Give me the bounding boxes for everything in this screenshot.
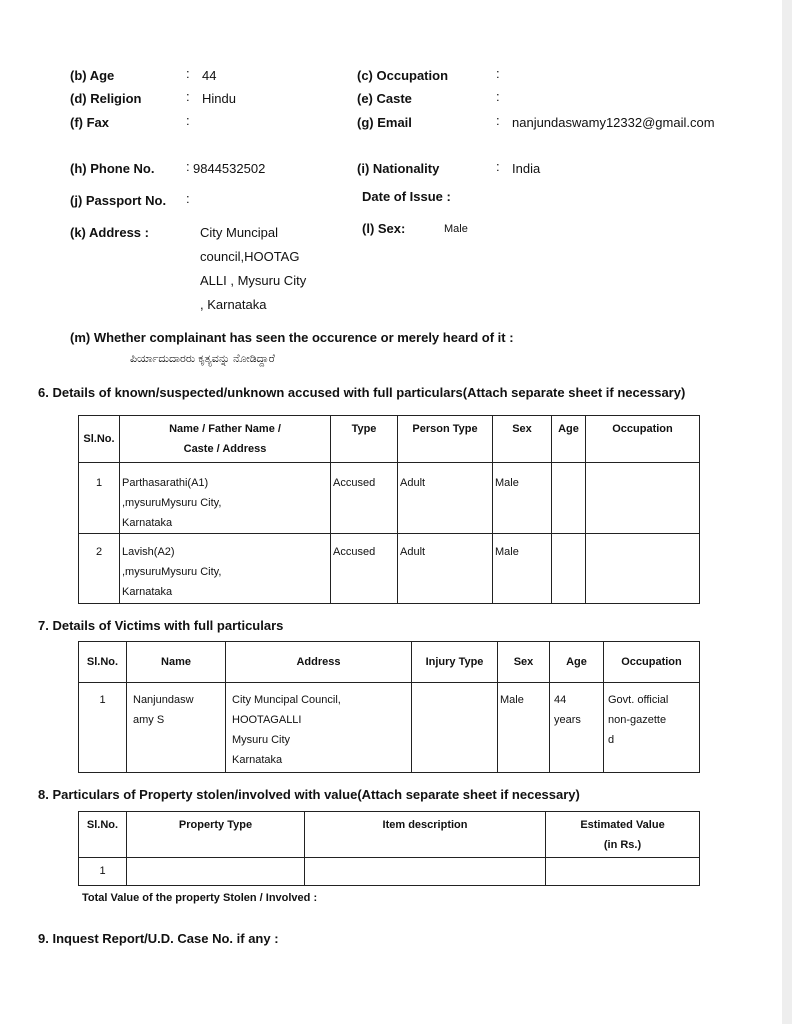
- col-header: Occupation: [604, 642, 700, 683]
- col-header: [120, 416, 331, 463]
- cell-name: [120, 534, 331, 604]
- cell-line: City Muncipal Council,: [232, 694, 341, 706]
- col-header: Sl.No.: [79, 642, 127, 683]
- colon: :: [496, 113, 500, 128]
- address-line: council,HOOTAG: [200, 249, 300, 264]
- colon: :: [186, 191, 190, 206]
- colon: :: [186, 89, 190, 104]
- cell-age: [550, 683, 604, 773]
- col-header: Sex: [493, 416, 552, 463]
- cell-line: years: [554, 714, 581, 726]
- victims-heading: 7. Details of Victims with full particulars: [38, 618, 284, 633]
- religion-value: Hindu: [202, 91, 236, 106]
- cell-sl: 1: [79, 858, 127, 886]
- col-header: Occupation: [586, 416, 700, 463]
- col-header: Address: [226, 642, 412, 683]
- cell-line: ,mysuruMysuru City,: [122, 497, 222, 509]
- witness-value: ಪಿರ್ಯಾದುದಾರರು ಕೃತ್ಯವನ್ನು ನೋಡಿದ್ದಾರೆ: [130, 353, 275, 365]
- property-heading: 8. Particulars of Property stolen/involved with value(Attach separate sheet if necessary): [38, 787, 580, 802]
- address-label: (k) Address :: [70, 225, 149, 240]
- cell-line: ,mysuruMysuru City,: [122, 566, 222, 578]
- cell-line: Nanjundasw: [133, 694, 194, 706]
- caste-label: (e) Caste: [357, 91, 412, 106]
- col-header: Person Type: [398, 416, 493, 463]
- cell-age: [552, 463, 586, 534]
- table-header-row: [79, 812, 700, 858]
- cell-sl: 2: [79, 534, 120, 604]
- colon: :: [186, 113, 190, 128]
- col-header: Age: [552, 416, 586, 463]
- col-header: Age: [550, 642, 604, 683]
- passport-label: (j) Passport No.: [70, 193, 167, 208]
- address-line: ALLI , Mysuru City: [200, 273, 307, 288]
- colon: :: [496, 89, 500, 104]
- cell-type: Accused: [331, 534, 398, 604]
- col-header: Injury Type: [412, 642, 498, 683]
- cell-line: non-gazette: [608, 714, 667, 726]
- victims-table: [78, 641, 700, 773]
- cell-person-type: Adult: [398, 534, 493, 604]
- colon: :: [496, 159, 500, 174]
- cell-line: amy S: [133, 714, 165, 726]
- sex-value: Male: [444, 223, 468, 235]
- cell-sex: Male: [498, 683, 550, 773]
- col-header: Name: [127, 642, 226, 683]
- cell-description: [305, 858, 546, 886]
- table-header-row: [79, 416, 700, 463]
- date-of-issue-label: Date of Issue :: [362, 189, 451, 204]
- phone-label: (h) Phone No.: [70, 161, 155, 176]
- cell-name: [120, 463, 331, 534]
- cell-line: Govt. official: [608, 694, 669, 706]
- sex-label: (l) Sex:: [362, 221, 406, 236]
- address-line: , Karnataka: [200, 297, 267, 312]
- cell-address: [226, 683, 412, 773]
- cell-property-type: [127, 858, 305, 886]
- cell-line: 44: [554, 694, 567, 706]
- table-header-row: [79, 642, 700, 683]
- email-value: nanjundaswamy12332@gmail.com: [512, 115, 715, 130]
- col-header: Property Type: [127, 812, 305, 858]
- accused-table: [78, 415, 700, 604]
- cell-line: Mysuru City: [232, 734, 291, 746]
- religion-label: (d) Religion: [70, 91, 142, 106]
- cell-sl: 1: [79, 463, 120, 534]
- cell-line: Parthasarathi(A1): [122, 477, 209, 489]
- accused-heading: 6. Details of known/suspected/unknown accused with full particulars(Attach separate sheet if necessary): [38, 385, 686, 400]
- cell-injury: [412, 683, 498, 773]
- cell-type: Accused: [331, 463, 398, 534]
- col-header-line: Caste / Address: [183, 443, 267, 455]
- phone-value: 9844532502: [193, 161, 266, 176]
- cell-line: d: [608, 734, 615, 746]
- cell-line: Karnataka: [122, 586, 173, 598]
- email-label: (g) Email: [357, 115, 412, 130]
- age-value: 44: [202, 68, 217, 83]
- col-header: Sl.No.: [79, 416, 120, 463]
- occupation-label: (c) Occupation: [357, 68, 449, 83]
- col-header-line: Estimated Value: [580, 819, 665, 831]
- cell-line: Karnataka: [232, 754, 283, 766]
- table-row: [79, 683, 700, 773]
- col-header: [546, 812, 700, 858]
- table-row: [79, 534, 700, 604]
- cell-sex: Male: [493, 463, 552, 534]
- address-line: City Muncipal: [200, 225, 279, 240]
- nationality-value: India: [512, 161, 541, 176]
- col-header: Sex: [498, 642, 550, 683]
- property-table: [78, 811, 700, 886]
- cell-occupation: [586, 534, 700, 604]
- page-edge: [782, 0, 792, 1024]
- col-header: Item description: [305, 812, 546, 858]
- cell-line: Lavish(A2): [122, 546, 175, 558]
- cell-person-type: Adult: [398, 463, 493, 534]
- age-label: (b) Age: [70, 68, 115, 83]
- cell-value: [546, 858, 700, 886]
- colon: :: [496, 66, 500, 81]
- cell-occupation: [604, 683, 700, 773]
- col-header: Type: [331, 416, 398, 463]
- cell-sex: Male: [493, 534, 552, 604]
- cell-name: [127, 683, 226, 773]
- cell-age: [552, 534, 586, 604]
- colon: :: [186, 159, 190, 174]
- inquest-heading: 9. Inquest Report/U.D. Case No. if any :: [38, 931, 279, 946]
- col-header-line: (in Rs.): [603, 839, 642, 851]
- cell-occupation: [586, 463, 700, 534]
- cell-sl: 1: [79, 683, 127, 773]
- nationality-label: (i) Nationality: [357, 161, 440, 176]
- table-row: [79, 858, 700, 886]
- property-total-label: Total Value of the property Stolen / Involved :: [82, 892, 318, 904]
- col-header: Sl.No.: [79, 812, 127, 858]
- fax-label: (f) Fax: [70, 115, 109, 130]
- cell-line: Karnataka: [122, 517, 173, 529]
- witness-label: (m) Whether complainant has seen the occurence or merely heard of it :: [70, 330, 514, 345]
- col-header-line: Name / Father Name /: [169, 423, 281, 435]
- cell-line: HOOTAGALLI: [232, 714, 302, 726]
- colon: :: [186, 66, 190, 81]
- table-row: [79, 463, 700, 534]
